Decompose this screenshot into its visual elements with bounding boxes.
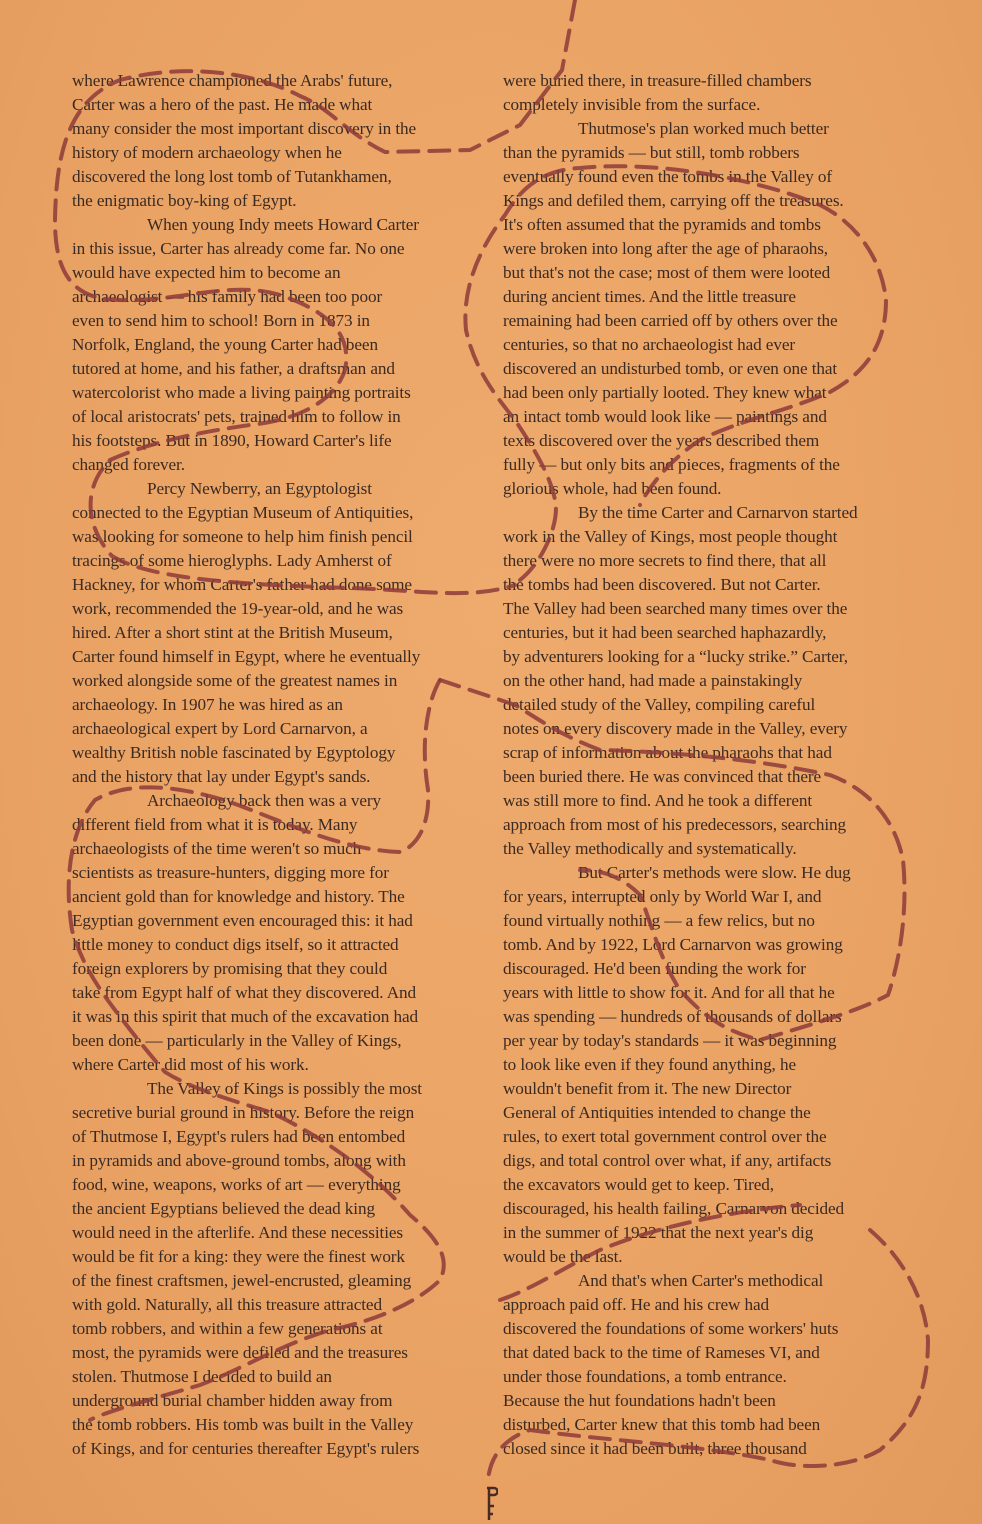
text-line: wealthy British noble fascinated by Egyptology	[72, 743, 396, 762]
text-line: but that's not the case; most of them were looted	[503, 263, 831, 282]
paragraph-first-line: By the time Carter and Carnarvon started	[578, 503, 858, 522]
text-line: secretive burial ground in history. Before the reign	[72, 1103, 415, 1122]
text-line: the enigmatic boy-king of Egypt.	[72, 191, 297, 210]
text-line: tutored at home, and his father, a draftsman and	[72, 359, 395, 378]
text-line: had been only partially looted. They knew what	[503, 383, 827, 402]
text-line: Kings and defiled them, carrying off the treasures.	[503, 191, 844, 210]
text-line: of Kings, and for centuries thereafter Egypt's rulers	[72, 1439, 420, 1458]
text-line: approach paid off. He and his crew had	[503, 1295, 770, 1314]
text-line: connected to the Egyptian Museum of Antiquities,	[72, 503, 414, 522]
text-line: discovered the foundations of some workers' huts	[503, 1319, 839, 1338]
paragraph-first-line: But Carter's methods were slow. He dug	[578, 863, 851, 882]
text-line: where Carter did most of his work.	[72, 1055, 309, 1074]
text-line: was still more to find. And he took a different	[503, 791, 813, 810]
text-line: where Lawrence championed the Arabs' future,	[72, 71, 393, 90]
text-line: most, the pyramids were defiled and the treasures	[72, 1343, 408, 1362]
text-line: detailed study of the Valley, compiling careful	[503, 695, 816, 714]
text-line: centuries, but it had been searched haphazardly,	[503, 623, 827, 642]
text-line: changed forever.	[72, 455, 185, 474]
text-line: digs, and total control over what, if any, artifacts	[503, 1151, 832, 1170]
text-line: It's often assumed that the pyramids and tombs	[503, 215, 821, 234]
text-line: archaeology. In 1907 he was hired as an	[72, 695, 343, 714]
text-line: stolen. Thutmose I decided to build an	[72, 1367, 332, 1386]
text-line: archaeological expert by Lord Carnarvon, a	[72, 719, 368, 738]
text-line: of the finest craftsmen, jewel-encrusted, gleaming	[72, 1271, 412, 1290]
text-line: on the other hand, had made a painstakingly	[503, 671, 803, 690]
text-line: the excavators would get to keep. Tired,	[503, 1175, 774, 1194]
text-line: fully — but only bits and pieces, fragments of the	[503, 455, 840, 474]
text-line: would have expected him to become an	[72, 263, 341, 282]
text-line: under those foundations, a tomb entrance.	[503, 1367, 787, 1386]
text-line: found virtually nothing — a few relics, but no	[503, 911, 815, 930]
text-line: archaeologist — his family had been too poor	[72, 287, 383, 306]
text-line: the ancient Egyptians believed the dead king	[72, 1199, 375, 1218]
text-line: food, wine, weapons, works of art — everything	[72, 1175, 401, 1194]
text-line: of local aristocrats' pets, trained him to follow in	[72, 407, 401, 426]
text-line: per year by today's standards — it was beginning	[503, 1031, 837, 1050]
text-line: archaeologists of the time weren't so much	[72, 839, 362, 858]
text-line: in this issue, Carter has already come far. No one	[72, 239, 405, 258]
paragraph-first-line: The Valley of Kings is possibly the most	[147, 1079, 422, 1098]
text-line: been done — particularly in the Valley of Kings,	[72, 1031, 402, 1050]
paragraph-first-line: And that's when Carter's methodical	[578, 1271, 824, 1290]
text-line: disturbed, Carter knew that this tomb had been	[503, 1415, 821, 1434]
text-line: Norfolk, England, the young Carter had been	[72, 335, 378, 354]
text-line: been buried there. He was convinced that there	[503, 767, 822, 786]
text-line: different field from what it is today. Many	[72, 815, 358, 834]
text-line: work, recommended the 19-year-old, and he was	[72, 599, 404, 618]
text-line: little money to conduct digs itself, so it attracted	[72, 935, 399, 954]
text-line: wouldn't benefit from it. The new Director	[503, 1079, 792, 1098]
key-glyph-icon	[484, 1484, 498, 1524]
text-line: to look like even if they found anything, he	[503, 1055, 796, 1074]
text-line: and the history that lay under Egypt's sands.	[72, 767, 371, 786]
text-line: there were no more secrets to find there, that all	[503, 551, 827, 570]
text-line: remaining had been carried off by others over the	[503, 311, 838, 330]
text-line: work in the Valley of Kings, most people thought	[503, 527, 838, 546]
text-line: Carter found himself in Egypt, where he eventually	[72, 647, 421, 666]
text-line: Because the hut foundations hadn't been	[503, 1391, 776, 1410]
text-line: his footsteps. But in 1890, Howard Carter's life	[72, 431, 392, 450]
paragraph-first-line: Percy Newberry, an Egyptologist	[147, 479, 372, 498]
text-line: than the pyramids — but still, tomb robbers	[503, 143, 800, 162]
text-line: take from Egypt half of what they discovered. And	[72, 983, 417, 1002]
paragraph-first-line: When young Indy meets Howard Carter	[147, 215, 419, 234]
paragraph-first-line: Archaeology back then was a very	[147, 791, 381, 810]
text-line: scientists as treasure-hunters, digging more for	[72, 863, 389, 882]
text-line: with gold. Naturally, all this treasure attracted	[72, 1295, 382, 1314]
text-line: foreign explorers by promising that they could	[72, 959, 388, 978]
text-line: would be the last.	[503, 1247, 623, 1266]
text-line: Egyptian government even encouraged this: it had	[72, 911, 413, 930]
text-line: hired. After a short stint at the British Museum,	[72, 623, 393, 642]
text-line: an intact tomb would look like — paintings and	[503, 407, 827, 426]
text-line: scrap of information about the pharaohs that had	[503, 743, 832, 762]
text-line: notes on every discovery made in the Valley, every	[503, 719, 848, 738]
text-line: for years, interrupted only by World War I, and	[503, 887, 822, 906]
text-line: years with little to show for it. And for all that he	[503, 983, 835, 1002]
text-line: centuries, so that no archaeologist had ever	[503, 335, 795, 354]
text-line: discouraged, his health failing, Carnarvon decided	[503, 1199, 845, 1218]
text-line: that dated back to the time of Rameses VI, and	[503, 1343, 820, 1362]
text-line: would need in the afterlife. And these necessities	[72, 1223, 404, 1242]
text-line: glorious whole, had been found.	[503, 479, 722, 498]
text-line: tomb robbers, and within a few generations at	[72, 1319, 383, 1338]
paragraph-first-line: Thutmose's plan worked much better	[578, 119, 829, 138]
text-line: was looking for someone to help him finish pencil	[72, 527, 413, 546]
text-line: rules, to exert total government control over the	[503, 1127, 827, 1146]
left-text-column	[72, 69, 492, 1461]
text-line: was spending — hundreds of thousands of dollars	[503, 1007, 842, 1026]
text-line: were broken into long after the age of pharaohs,	[503, 239, 828, 258]
text-line: Carter was a hero of the past. He made what	[72, 95, 373, 114]
text-line: tomb. And by 1922, Lord Carnarvon was growing	[503, 935, 843, 954]
text-line: would be fit for a king: they were the finest work	[72, 1247, 405, 1266]
text-line: of Thutmose I, Egypt's rulers had been entombed	[72, 1127, 406, 1146]
text-line: ancient gold than for knowledge and history. The	[72, 887, 405, 906]
text-line: closed since it had been built, three thousand	[503, 1439, 807, 1458]
text-line: even to send him to school! Born in 1873 in	[72, 311, 370, 330]
text-line: watercolorist who made a living painting portraits	[72, 383, 411, 402]
text-line: approach from most of his predecessors, searching	[503, 815, 847, 834]
text-line: texts discovered over the years described them	[503, 431, 820, 450]
text-line: Hackney, for whom Carter's father had done some	[72, 575, 412, 594]
text-line: tracings of some hieroglyphs. Lady Amherst of	[72, 551, 392, 570]
text-line: General of Antiquities intended to change the	[503, 1103, 811, 1122]
text-line: discovered the long lost tomb of Tutankhamen,	[72, 167, 392, 186]
text-line: eventually found even the tombs in the Valley of	[503, 167, 833, 186]
text-line: in the summer of 1922 that the next year's dig	[503, 1223, 814, 1242]
text-line: the tombs had been discovered. But not Carter.	[503, 575, 821, 594]
text-line: the tomb robbers. His tomb was built in the Valley	[72, 1415, 414, 1434]
text-line: in pyramids and above-ground tombs, along with	[72, 1151, 406, 1170]
text-line: discouraged. He'd been funding the work for	[503, 959, 806, 978]
text-line: history of modern archaeology when he	[72, 143, 342, 162]
text-line: many consider the most important discovery in the	[72, 119, 417, 138]
text-line: it was in this spirit that much of the excavation had	[72, 1007, 419, 1026]
text-line: during ancient times. And the little treasure	[503, 287, 796, 306]
right-text-column	[503, 69, 923, 1461]
text-line: were buried there, in treasure-filled chambers	[503, 71, 812, 90]
text-line: The Valley had been searched many times over the	[503, 599, 848, 618]
text-line: underground burial chamber hidden away from	[72, 1391, 393, 1410]
text-line: completely invisible from the surface.	[503, 95, 761, 114]
text-line: by adventurers looking for a “lucky strike.” Carter,	[503, 647, 848, 666]
text-line: discovered an undisturbed tomb, or even one that	[503, 359, 838, 378]
text-line: the Valley methodically and systematically.	[503, 839, 797, 858]
text-line: worked alongside some of the greatest names in	[72, 671, 398, 690]
